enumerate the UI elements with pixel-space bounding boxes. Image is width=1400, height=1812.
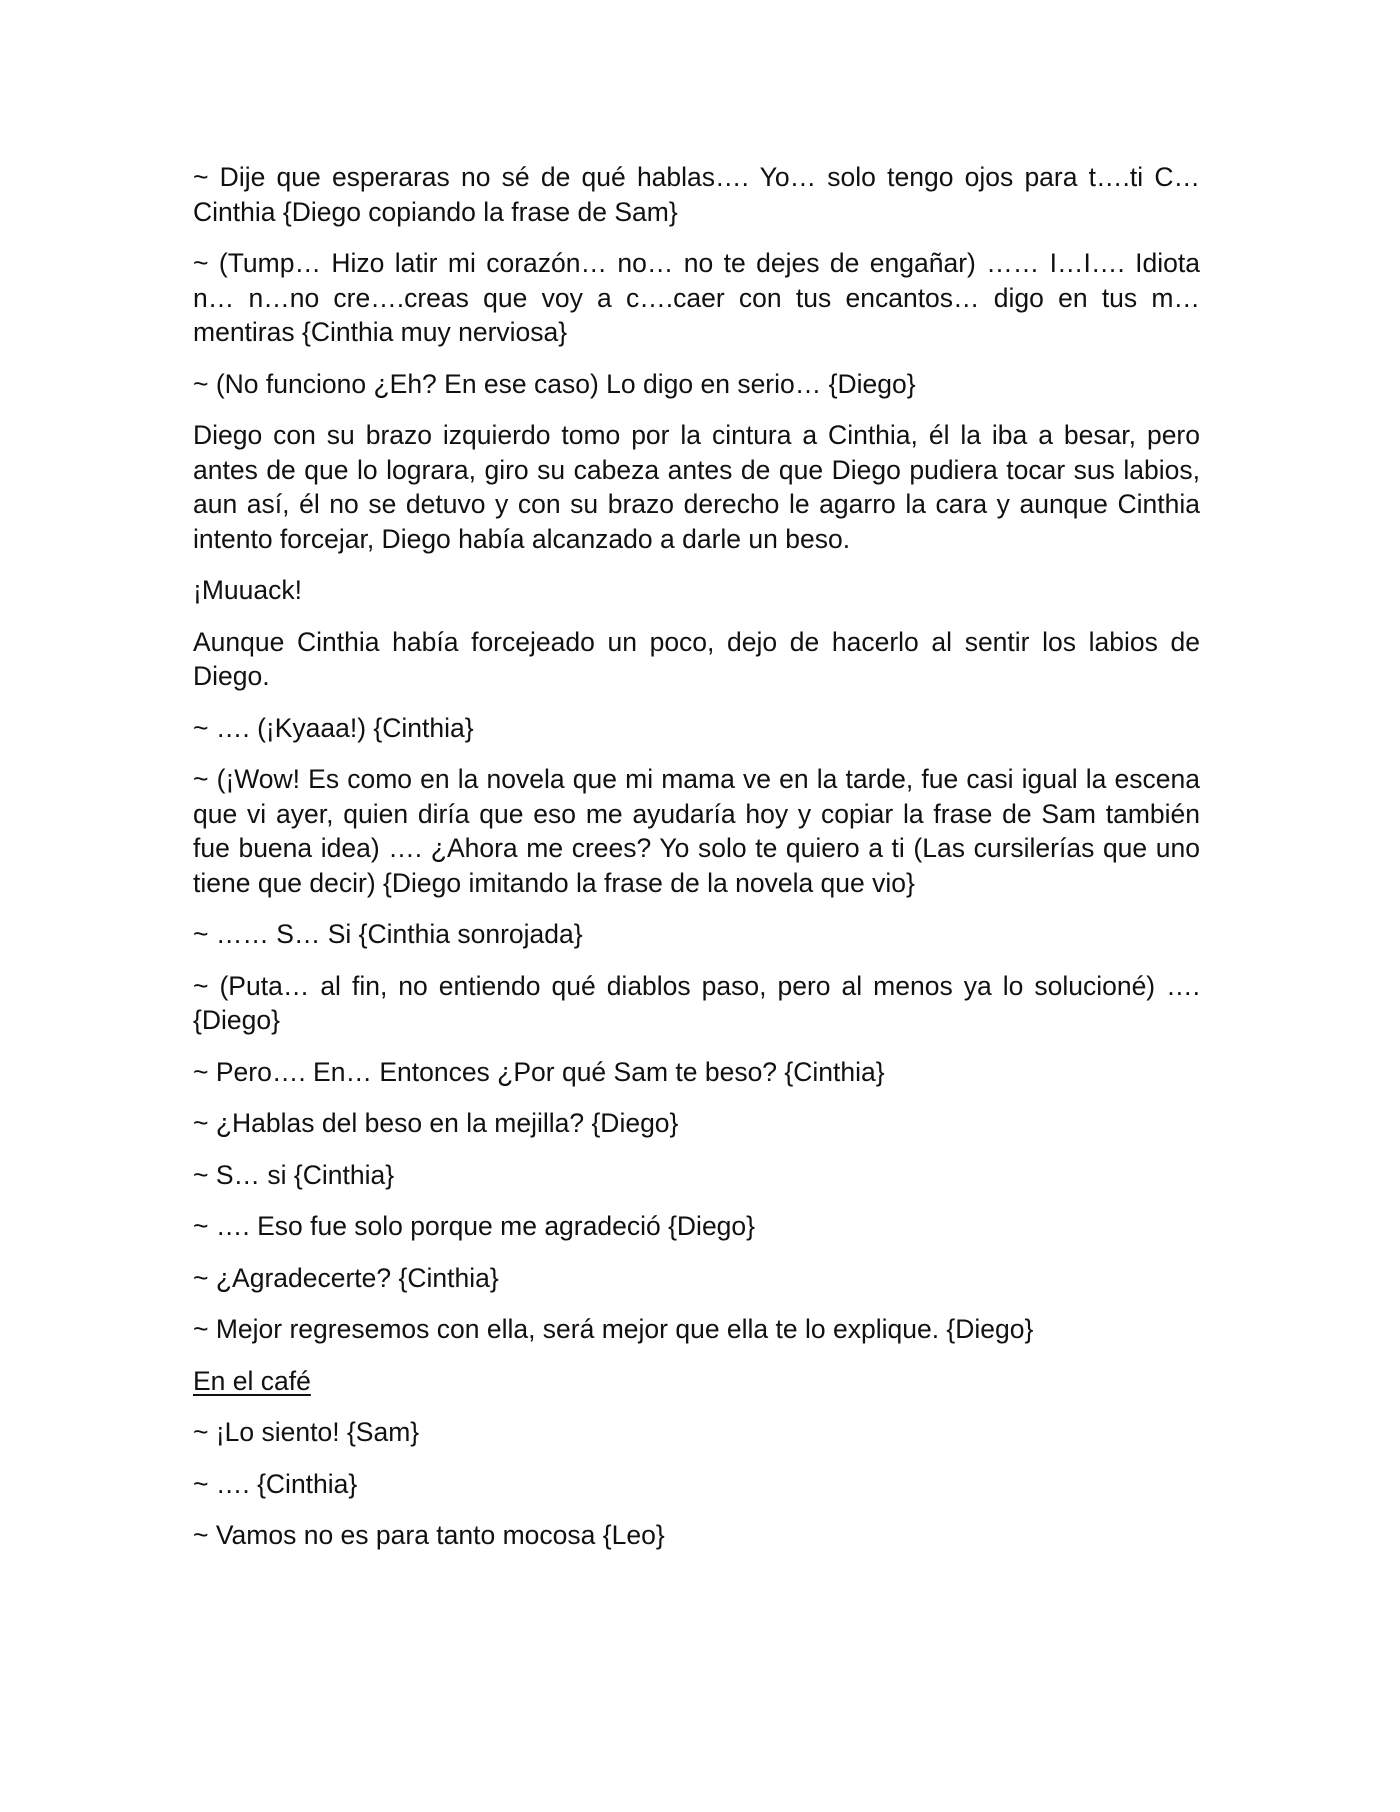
paragraph-5: ¡Muuack! — [193, 575, 302, 605]
paragraph-8: ~ (¡Wow! Es como en la novela que mi mama ve en la tarde, fue casi igual la escena que vi ayer, quien diría que eso me ayudaría hoy y copiar la frase de Sam también fue buena idea) …. ¿Ahora me crees? Yo solo te quiero a ti (Las cursilerías que uno tiene que decir) {Diego imitando la frase de la novela que vio} — [193, 764, 1200, 898]
paragraph-2: ~ (Tump… Hizo latir mi corazón… no… no te dejes de engañar) …… I…I…. Idiota n… n…no cre….creas que voy a c….caer con tus encantos… digo en tus m… mentiras {Cinthia muy nerviosa} — [193, 248, 1200, 347]
paragraph-11: ~ Pero…. En… Entonces ¿Por qué Sam te beso? {Cinthia} — [193, 1056, 885, 1087]
paragraph-14: ~ …. Eso fue solo porque me agradeció {Diego} — [193, 1211, 756, 1241]
paragraph-1: ~ Dije que esperaras no sé de qué hablas…. Yo… solo tengo ojos para t….ti C… Cinthia {Diego copiando la frase de Sam} — [193, 162, 1200, 227]
paragraph-9: ~ …… S… Si {Cinthia sonrojada} — [193, 919, 583, 949]
paragraph-3: ~ (No funciono ¿Eh? En ese caso) Lo digo en serio… {Diego} — [193, 368, 916, 399]
paragraph-12: ~ ¿Hablas del beso en la mejilla? {Diego} — [193, 1108, 679, 1138]
paragraph-10: ~ (Puta… al fin, no entiendo qué diablos paso, pero al menos ya lo solucioné) …. {Diego} — [193, 970, 1200, 1035]
paragraph-13: ~ S… si {Cinthia} — [193, 1159, 395, 1190]
document-page — [193, 160, 1200, 1570]
paragraph-15: ~ ¿Agradecerte? {Cinthia} — [193, 1262, 499, 1293]
paragraph-17: ~ ¡Lo siento! {Sam} — [193, 1417, 420, 1447]
paragraph-7: ~ …. (¡Kyaaa!) {Cinthia} — [193, 712, 474, 743]
paragraph-19: ~ Vamos no es para tanto mocosa {Leo} — [193, 1520, 665, 1550]
paragraph-4: Diego con su brazo izquierdo tomo por la cintura a Cinthia, él la iba a besar, pero antes de que lo lograra, giro su cabeza antes de que Diego pudiera tocar sus labios, aun así, él no se detuvo y con su brazo derecho le agarro la cara y aunque Cinthia intento forcejar, Diego había alcanzado a darle un beso. — [193, 420, 1200, 554]
paragraph-6: Aunque Cinthia había forcejeado un poco, dejo de hacerlo al sentir los labios de Diego. — [193, 626, 1200, 691]
paragraph-18: ~ …. {Cinthia} — [193, 1468, 358, 1499]
section-heading: En el café — [193, 1365, 311, 1396]
paragraph-16: ~ Mejor regresemos con ella, será mejor que ella te lo explique. {Diego} — [193, 1314, 1034, 1344]
